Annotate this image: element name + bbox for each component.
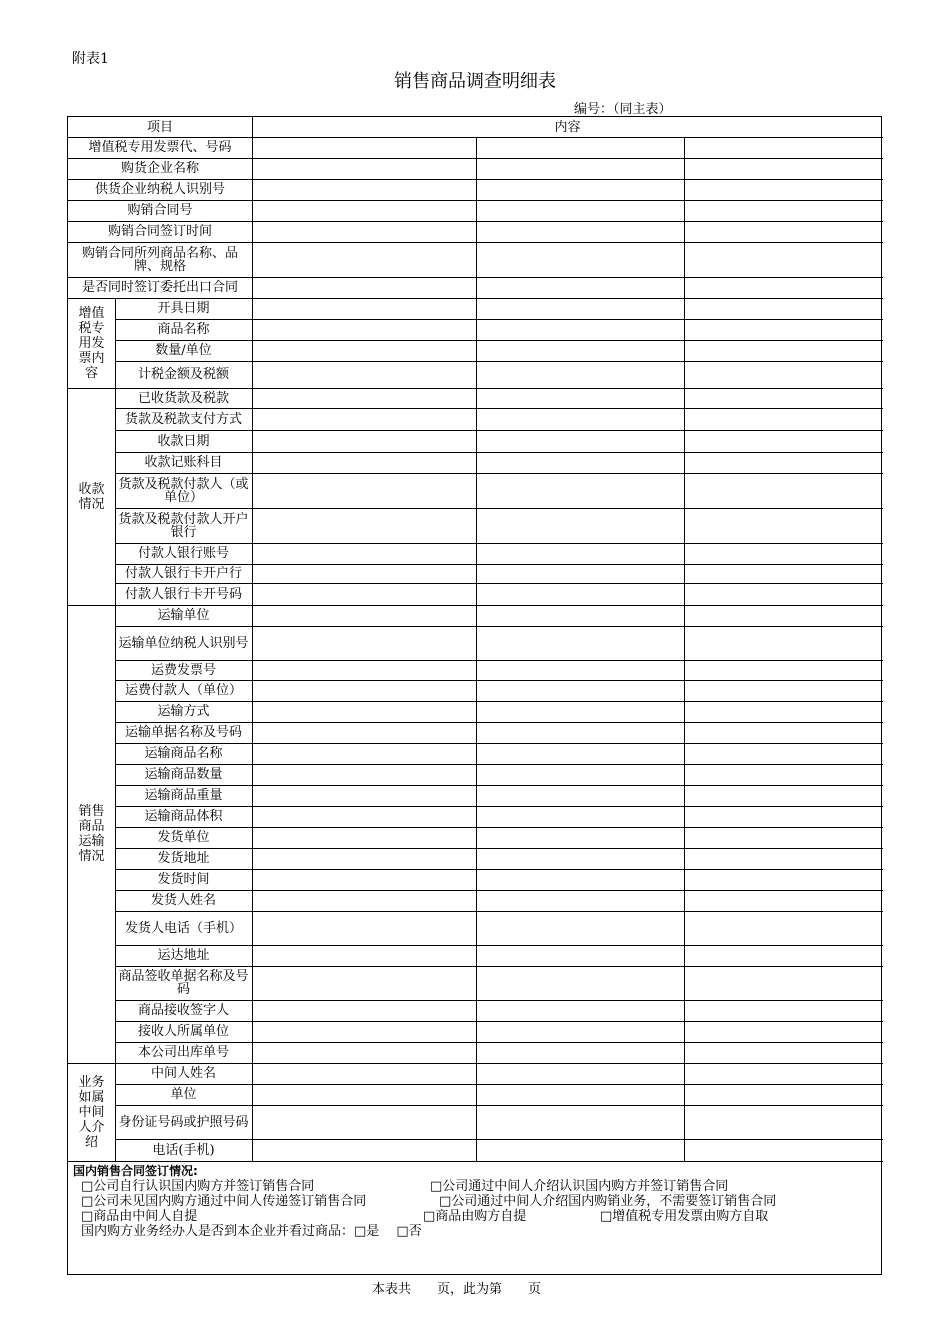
content-cell[interactable] <box>684 806 883 827</box>
content-cell[interactable] <box>476 473 684 508</box>
section-label <box>68 1063 115 1161</box>
content-cell[interactable] <box>684 408 883 430</box>
content-cell[interactable] <box>252 361 476 388</box>
content-cell[interactable] <box>252 179 476 200</box>
content-cell[interactable] <box>476 890 684 911</box>
item-label: 本公司出库单号 <box>137 1045 229 1060</box>
item-label: 商品签收单据名称及号码 <box>118 969 249 997</box>
content-cell[interactable] <box>684 583 883 605</box>
content-cell[interactable] <box>476 680 684 701</box>
item-label: 收款记账科目 <box>144 455 223 470</box>
content-cell[interactable] <box>476 869 684 890</box>
content-cell[interactable] <box>684 508 883 543</box>
item-label: 运输商品体积 <box>144 809 223 824</box>
section-label-text: 收款情况 <box>78 481 105 512</box>
item-label: 运输商品数量 <box>144 767 223 782</box>
content-cell[interactable] <box>476 221 684 242</box>
item-label: 供货企业纳税人识别号 <box>94 182 225 197</box>
content-cell[interactable] <box>476 158 684 179</box>
column-header-content: 内容 <box>554 119 581 135</box>
content-cell[interactable] <box>252 660 476 680</box>
item-label: 发货单位 <box>157 830 210 845</box>
option-middleman-relay-contract[interactable]: □公司未见国内购方通过中间人传递签订销售合同 <box>81 1194 367 1209</box>
item-label: 是否同时签订委托出口合同 <box>81 280 238 295</box>
content-cell[interactable] <box>684 1000 883 1021</box>
item-label: 发货人姓名 <box>150 893 216 908</box>
item-label: 单位 <box>170 1087 197 1102</box>
content-cell[interactable] <box>684 298 883 319</box>
content-cell[interactable] <box>252 388 476 408</box>
content-cell[interactable] <box>684 430 883 452</box>
item-label: 购销合同签订时间 <box>107 224 212 239</box>
content-cell[interactable] <box>252 806 476 827</box>
content-cell[interactable] <box>684 543 883 564</box>
item-label: 中间人姓名 <box>150 1066 216 1081</box>
content-cell[interactable] <box>684 1139 883 1161</box>
content-cell[interactable] <box>476 583 684 605</box>
content-cell[interactable] <box>252 722 476 743</box>
item-label: 运输单位纳税人识别号 <box>118 635 249 651</box>
content-cell[interactable] <box>476 298 684 319</box>
content-cell[interactable] <box>476 543 684 564</box>
page-footer: 本表共 页，此为第 页 <box>372 1282 542 1297</box>
grid-line <box>115 605 116 1063</box>
item-label: 开具日期 <box>157 301 210 316</box>
content-cell[interactable] <box>476 827 684 848</box>
content-cell[interactable] <box>684 966 883 1000</box>
content-cell[interactable] <box>684 221 883 242</box>
content-cell[interactable] <box>476 200 684 221</box>
content-cell[interactable] <box>252 1000 476 1021</box>
item-label: 货款及税款付款人开户银行 <box>118 511 249 540</box>
content-cell[interactable] <box>476 1042 684 1063</box>
content-cell[interactable] <box>476 1084 684 1105</box>
grid-line <box>115 388 116 605</box>
item-label: 运输单位 <box>157 608 210 623</box>
content-cell[interactable] <box>684 827 883 848</box>
item-label: 增值税专用发票代、号码 <box>88 140 232 155</box>
item-label: 货款及税款付款人（或单位） <box>118 476 249 505</box>
item-label: 运费付款人（单位） <box>124 683 242 698</box>
content-cell[interactable] <box>476 806 684 827</box>
content-cell[interactable] <box>476 1063 684 1084</box>
content-cell[interactable] <box>684 564 883 583</box>
content-cell[interactable] <box>684 890 883 911</box>
content-cell[interactable] <box>684 1063 883 1084</box>
content-cell[interactable] <box>684 452 883 473</box>
content-cell[interactable] <box>252 200 476 221</box>
content-cell[interactable] <box>476 277 684 298</box>
item-label: 发货人电话（手机） <box>124 920 242 936</box>
content-cell[interactable] <box>252 1084 476 1105</box>
item-label: 运输商品重量 <box>144 788 223 803</box>
content-cell[interactable] <box>252 564 476 583</box>
content-cell[interactable] <box>684 1105 883 1139</box>
content-cell[interactable] <box>684 764 883 785</box>
content-cell[interactable] <box>684 848 883 869</box>
item-label: 付款人银行卡开号码 <box>124 586 242 602</box>
content-cell[interactable] <box>252 1063 476 1084</box>
item-label: 数量/单位 <box>155 343 212 358</box>
content-cell[interactable] <box>252 277 476 298</box>
item-label: 计税金额及税额 <box>137 367 229 382</box>
content-cell[interactable] <box>684 626 883 660</box>
content-cell[interactable] <box>476 966 684 1000</box>
item-label: 购销合同所列商品名称、品牌、规格 <box>81 245 238 274</box>
content-cell[interactable] <box>252 605 476 626</box>
content-cell[interactable] <box>476 388 684 408</box>
content-cell[interactable] <box>476 785 684 806</box>
item-label: 发货地址 <box>157 851 210 866</box>
content-cell[interactable] <box>684 605 883 626</box>
content-cell[interactable] <box>476 564 684 583</box>
content-cell[interactable] <box>684 1021 883 1042</box>
option-invoice-buyer-collect[interactable]: □增值税专用发票由购方自取 <box>600 1209 769 1224</box>
content-cell[interactable] <box>684 869 883 890</box>
content-cell[interactable] <box>252 583 476 605</box>
content-cell[interactable] <box>252 1139 476 1161</box>
item-label: 货款及税款支付方式 <box>124 411 242 427</box>
appendix-label: 附表1 <box>72 51 109 67</box>
content-cell[interactable] <box>252 452 476 473</box>
item-label: 电话(手机) <box>152 1142 215 1158</box>
content-cell[interactable] <box>684 200 883 221</box>
content-cell[interactable] <box>684 340 883 361</box>
content-cell[interactable] <box>252 473 476 508</box>
grid-line <box>252 117 253 137</box>
content-cell[interactable] <box>476 242 684 277</box>
item-label: 运输单据名称及号码 <box>124 725 242 740</box>
content-cell[interactable] <box>684 743 883 764</box>
content-cell[interactable] <box>476 179 684 200</box>
content-cell[interactable] <box>476 508 684 543</box>
content-cell[interactable] <box>684 911 883 945</box>
item-label: 发货时间 <box>157 872 210 887</box>
content-cell[interactable] <box>476 605 684 626</box>
content-cell[interactable] <box>476 1139 684 1161</box>
item-label: 商品名称 <box>157 322 210 337</box>
content-cell[interactable] <box>252 890 476 911</box>
section-label <box>68 388 115 605</box>
survey-table <box>67 116 882 1275</box>
content-cell[interactable] <box>684 473 883 508</box>
content-cell[interactable] <box>684 242 883 277</box>
content-cell[interactable] <box>684 1042 883 1063</box>
option-middleman-no-contract[interactable]: □公司通过中间人介绍国内购销业务，不需要签订销售合同 <box>439 1194 777 1209</box>
content-cell[interactable] <box>252 1042 476 1063</box>
content-cell[interactable] <box>252 911 476 945</box>
item-label: 购货企业名称 <box>120 161 199 176</box>
serial-number: 编号：（同主表） <box>574 102 672 117</box>
content-cell[interactable] <box>476 911 684 945</box>
content-cell[interactable] <box>252 221 476 242</box>
content-cell[interactable] <box>476 701 684 722</box>
content-cell[interactable] <box>252 945 476 966</box>
content-cell[interactable] <box>252 785 476 806</box>
option-buyer-pickup[interactable]: □商品由购方自提 <box>423 1209 527 1224</box>
item-label: 运输商品名称 <box>144 746 223 761</box>
content-cell[interactable] <box>684 945 883 966</box>
option-middleman-intro-contract[interactable]: □公司通过中间人介绍认识国内购方并签订销售合同 <box>430 1179 729 1194</box>
content-cell[interactable] <box>252 743 476 764</box>
content-cell[interactable] <box>476 626 684 660</box>
content-cell[interactable] <box>252 137 476 158</box>
content-cell[interactable] <box>476 660 684 680</box>
item-label: 运输方式 <box>157 704 210 719</box>
content-cell[interactable] <box>252 319 476 340</box>
content-cell[interactable] <box>476 722 684 743</box>
content-cell[interactable] <box>684 680 883 701</box>
content-cell[interactable] <box>476 945 684 966</box>
column-header-item: 项目 <box>146 119 173 135</box>
content-cell[interactable] <box>684 179 883 200</box>
content-cell[interactable] <box>684 785 883 806</box>
content-cell[interactable] <box>252 543 476 564</box>
item-label: 购销合同号 <box>127 203 193 218</box>
content-cell[interactable] <box>252 626 476 660</box>
section-label-text: 销售商品运输情况 <box>78 804 105 864</box>
content-cell[interactable] <box>476 1021 684 1042</box>
content-cell[interactable] <box>476 137 684 158</box>
item-label: 商品接收签字人 <box>137 1003 229 1018</box>
option-self-contract[interactable]: □公司自行认识国内购方并签订销售合同 <box>81 1179 315 1194</box>
content-cell[interactable] <box>476 452 684 473</box>
content-cell[interactable] <box>684 388 883 408</box>
content-cell[interactable] <box>252 1105 476 1139</box>
content-cell[interactable] <box>476 1000 684 1021</box>
grid-line <box>115 1161 883 1162</box>
content-cell[interactable] <box>476 764 684 785</box>
section-label-text: 增值税专用发票内容 <box>78 305 105 381</box>
item-label: 运费发票号 <box>150 662 216 678</box>
content-cell[interactable] <box>684 319 883 340</box>
content-cell[interactable] <box>476 361 684 388</box>
item-label: 付款人银行账号 <box>137 546 229 561</box>
content-cell[interactable] <box>252 340 476 361</box>
content-cell[interactable] <box>252 408 476 430</box>
content-cell[interactable] <box>684 137 883 158</box>
content-cell[interactable] <box>252 508 476 543</box>
item-label: 接收人所属单位 <box>137 1024 229 1039</box>
content-cell[interactable] <box>252 848 476 869</box>
content-cell[interactable] <box>252 242 476 277</box>
content-cell[interactable] <box>476 430 684 452</box>
content-cell[interactable] <box>476 848 684 869</box>
content-cell[interactable] <box>684 361 883 388</box>
grid-line <box>115 298 116 388</box>
content-cell[interactable] <box>252 298 476 319</box>
content-cell[interactable] <box>684 158 883 179</box>
notes-title: 国内销售合同签订情况: <box>73 1164 198 1178</box>
content-cell[interactable] <box>252 966 476 1000</box>
item-label: 已收货款及税款 <box>137 390 229 406</box>
content-cell[interactable] <box>252 430 476 452</box>
content-cell[interactable] <box>476 743 684 764</box>
content-cell[interactable] <box>252 764 476 785</box>
section-label-text: 业务如属中间人介绍 <box>78 1074 105 1150</box>
content-cell[interactable] <box>252 827 476 848</box>
item-label: 身份证号码或护照号码 <box>118 1114 249 1130</box>
content-cell[interactable] <box>252 1021 476 1042</box>
content-cell[interactable] <box>252 869 476 890</box>
content-cell[interactable] <box>684 701 883 722</box>
content-cell[interactable] <box>476 319 684 340</box>
item-label: 运达地址 <box>157 948 210 963</box>
content-cell[interactable] <box>252 680 476 701</box>
content-cell[interactable] <box>476 408 684 430</box>
content-cell[interactable] <box>476 340 684 361</box>
content-cell[interactable] <box>684 1084 883 1105</box>
buyer-visit-question[interactable]: 国内购方业务经办人是否到本企业并看过商品：□是 □否 <box>81 1224 422 1239</box>
item-label: 收款日期 <box>157 433 210 449</box>
option-middleman-pickup[interactable]: □商品由中间人自提 <box>81 1209 198 1224</box>
grid-line <box>115 1063 116 1161</box>
content-cell[interactable] <box>684 722 883 743</box>
section-label <box>68 298 115 388</box>
content-cell[interactable] <box>476 1105 684 1139</box>
content-cell[interactable] <box>684 660 883 680</box>
content-cell[interactable] <box>252 158 476 179</box>
item-label: 付款人银行卡开户行 <box>124 566 242 581</box>
section-label <box>68 605 115 1063</box>
page-title: 销售商品调查明细表 <box>394 71 556 92</box>
content-cell[interactable] <box>252 701 476 722</box>
content-cell[interactable] <box>684 277 883 298</box>
grid-line <box>68 1161 115 1162</box>
contract-notes <box>73 1164 873 1239</box>
